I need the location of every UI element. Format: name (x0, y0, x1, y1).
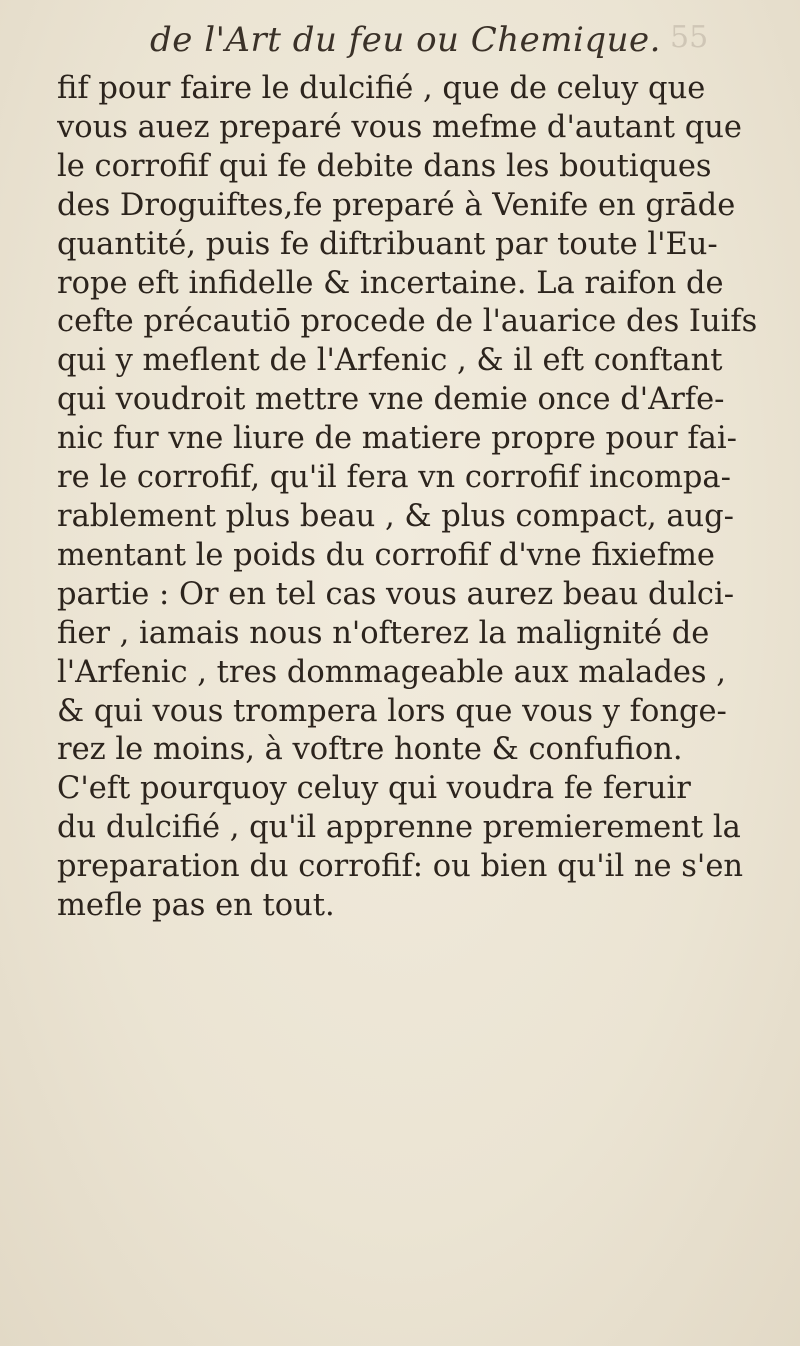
text-line: rope eft infidelle & incertaine. La raifon de (57, 265, 724, 301)
text-line: vous auez preparé vous mefme d'autant que (57, 109, 742, 145)
text-line: re le corrofif, qu'il fera vn corrofif incompa- (57, 460, 731, 496)
text-line: qui y meflent de l'Arfenic , & il eft conftant (57, 343, 723, 379)
text-line: du dulcifié , qu'il apprenne premierement la (57, 810, 741, 846)
text-line: C'eft pourquoy celuy qui voudra fe feruir (57, 771, 691, 807)
text-line: qui voudroit mettre vne demie once d'Arfe- (57, 382, 725, 418)
body-text (57, 70, 757, 926)
text-line: preparation du corrofif: ou bien qu'il ne s'en (57, 849, 744, 885)
running-title: de l'Art du feu ou Chemique. (150, 20, 661, 60)
text-line: rez le moins, à voftre honte & confufion. (57, 732, 683, 768)
text-line: fier , iamais nous n'ofterez la malignité de (57, 615, 710, 651)
text-line: des Droguiftes,fe preparé à Venife en grāde (57, 187, 736, 223)
text-line: fif pour faire le dulcifié , que de celuy que (57, 71, 706, 106)
text-line: nic fur vne liure de matiere propre pour fai- (57, 421, 737, 457)
page-number: 55 (670, 20, 709, 55)
text-line: mefle pas en tout. (57, 888, 335, 924)
text-line: le corrofif qui fe debite dans les boutiques (57, 148, 712, 184)
text-line: cefte précautiō procede de l'auarice des Iuifs (57, 304, 757, 340)
text-line: & qui vous trompera lors que vous y fonge- (57, 693, 727, 729)
text-line: l'Arfenic , tres dommageable aux malades , (57, 654, 726, 690)
text-line: mentant le poids du corrofif d'vne fixiefme (57, 537, 715, 573)
text-line: quantité, puis fe diftribuant par toute l'Eu- (57, 226, 718, 262)
text-line: rablement plus beau , & plus compact, aug- (57, 498, 734, 534)
text-line: partie : Or en tel cas vous aurez beau dulci- (57, 576, 735, 612)
